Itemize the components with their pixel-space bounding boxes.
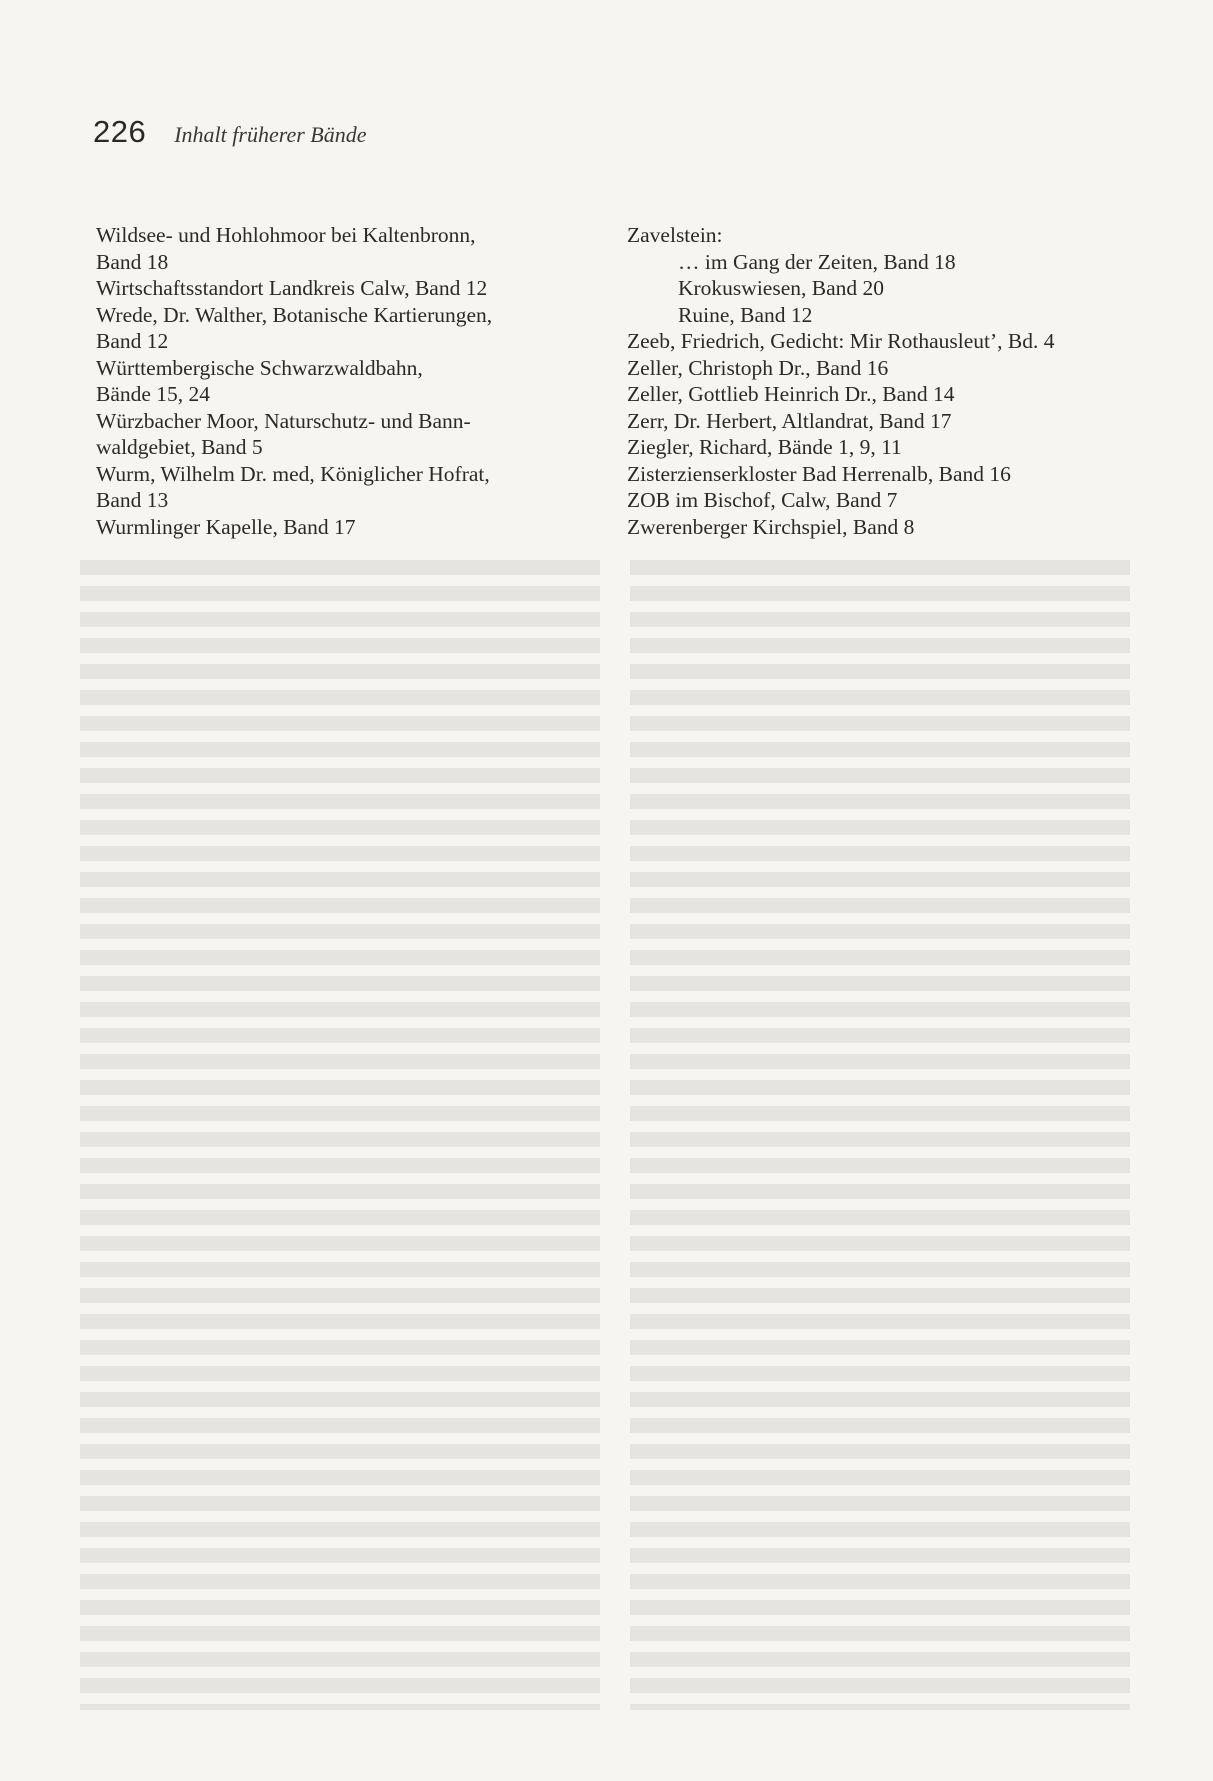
index-entry: Zerr, Dr. Herbert, Altlandrat, Band 17	[627, 408, 952, 433]
index-entry	[96, 302, 596, 355]
index-entry-line: Wurmlinger Kapelle, Band 17	[96, 514, 356, 539]
index-entry: ZOB im Bischof, Calw, Band 7	[627, 488, 898, 512]
show-through-background	[60, 560, 1150, 1710]
index-entry	[96, 408, 596, 461]
index-subentry: Ruine, Band 12	[678, 302, 813, 327]
show-through-right-column	[630, 560, 1130, 1710]
index-entry-line: Wrede, Dr. Walther, Botanische Kartierungen,	[96, 302, 493, 327]
index-entry: Zeller, Christoph Dr., Band 16	[627, 355, 889, 380]
index-entry-line: Band 18	[96, 249, 169, 274]
index-entry-line: Württembergische Schwarzwaldbahn,	[96, 355, 423, 380]
index-entry-line: Wildsee- und Hohlohmoor bei Kaltenbronn,	[96, 223, 476, 247]
index-entry	[96, 222, 596, 275]
index-subentry: … im Gang der Zeiten, Band 18	[678, 249, 956, 274]
running-title: Inhalt früherer Bände	[174, 122, 367, 147]
index-entry-line: Würzbacher Moor, Naturschutz- und Bann-	[96, 408, 471, 433]
index-entry-line: Wurm, Wilhelm Dr. med, Königlicher Hofrat,	[96, 461, 490, 486]
index-entry: Ziegler, Richard, Bände 1, 9, 11	[627, 435, 902, 459]
show-through-left-column	[80, 560, 600, 1710]
index-entry-line: waldgebiet, Band 5	[96, 435, 263, 459]
index-heading-zavelstein: Zavelstein:	[627, 223, 723, 247]
page-header	[93, 114, 367, 150]
index-entry	[96, 275, 596, 302]
index-entry: Zeeb, Friedrich, Gedicht: Mir Rothausleut’, Bd. 4	[627, 329, 1055, 353]
index-entry-line: Band 12	[96, 329, 169, 353]
index-entry: Zeller, Gottlieb Heinrich Dr., Band 14	[627, 382, 955, 406]
index-entry	[96, 355, 596, 408]
index-column-right	[627, 222, 1147, 540]
index-entry	[96, 514, 596, 541]
index-column-left	[96, 222, 596, 540]
index-entry: Zwerenberger Kirchspiel, Band 8	[627, 514, 915, 539]
index-entry-line: Wirtschaftsstandort Landkreis Calw, Band 12	[96, 276, 488, 300]
page-number: 226	[93, 114, 147, 149]
index-entry-line: Band 13	[96, 488, 169, 512]
index-entry	[96, 461, 596, 514]
index-subentry: Krokuswiesen, Band 20	[678, 276, 885, 300]
index-entry-line: Bände 15, 24	[96, 382, 211, 406]
index-entry: Zisterzienserkloster Bad Herrenalb, Band 16	[627, 461, 1011, 486]
